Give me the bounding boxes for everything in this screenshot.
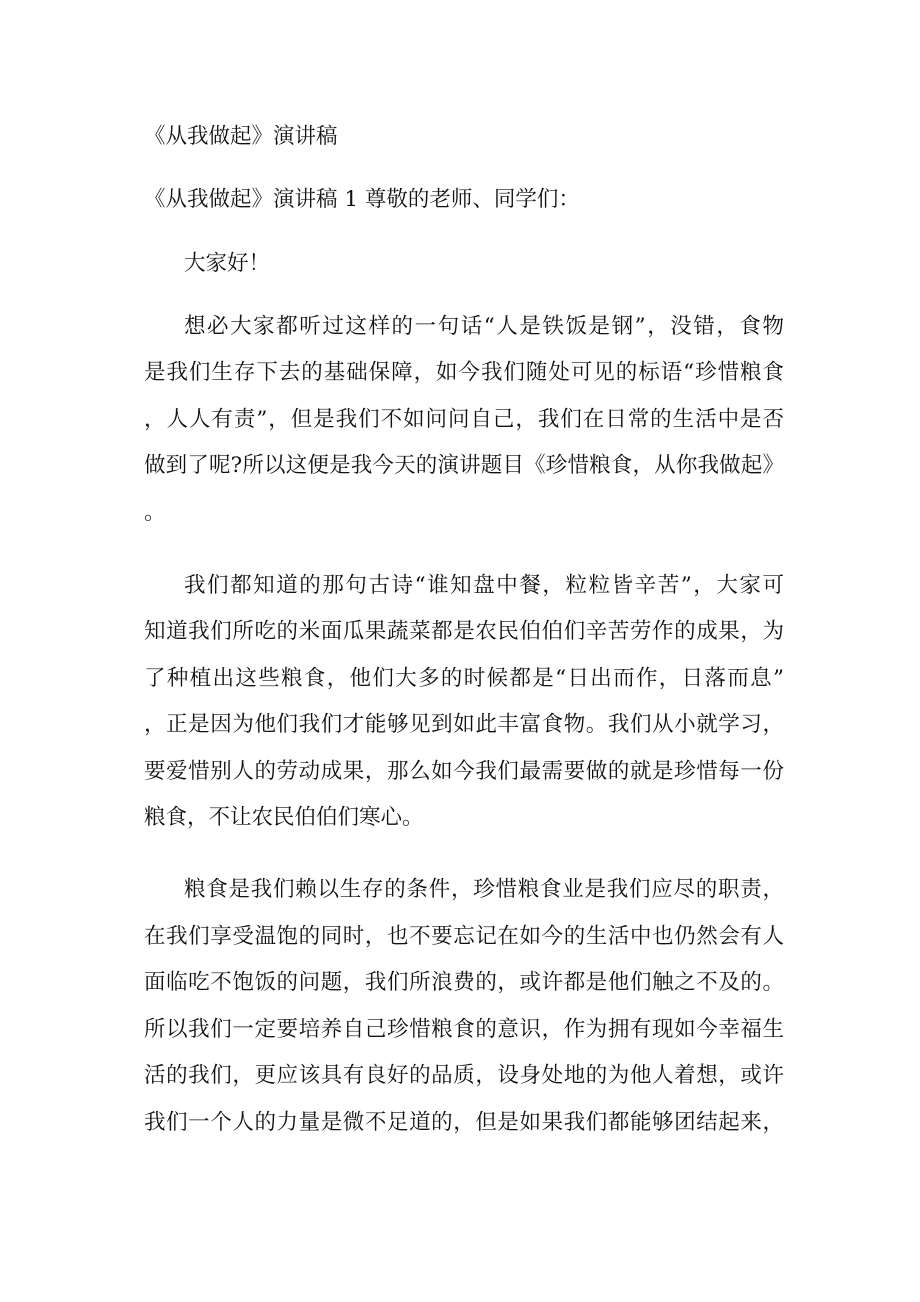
paragraph-2-line-5: 要爱惜别人的劳动成果，那么如今我们最需要做的就是珍惜每一份 bbox=[144, 759, 784, 784]
paragraph-3-line-1: 粮食是我们赖以生存的条件，珍惜粮食业是我们应尽的职责， bbox=[184, 877, 784, 902]
paragraph-2-line-2: 知道我们所吃的米面瓜果蔬菜都是农民伯伯们辛苦劳作的成果，为 bbox=[144, 619, 784, 644]
document-subtitle: 《从我做起》演讲稿 1 尊敬的老师、同学们： bbox=[144, 187, 580, 212]
paragraph-2-line-3: 了种植出这些粮食，他们大多的时候都是“日出而作，日落而息” bbox=[144, 666, 784, 691]
paragraph-3-line-4: 所以我们一定要培养自己珍惜粮食的意识，作为拥有现如今幸福生 bbox=[144, 1017, 784, 1042]
paragraph-2-line-1: 我们都知道的那句古诗“谁知盘中餐，粒粒皆辛苦”，大家可 bbox=[184, 573, 784, 598]
paragraph-3-line-5: 活的我们，更应该具有良好的品质，设身处地的为他人着想，或许 bbox=[144, 1063, 784, 1088]
document-title: 《从我做起》演讲稿 bbox=[144, 124, 338, 149]
paragraph-2-line-6: 粮食，不让农民伯伯们寒心。 bbox=[144, 805, 424, 830]
paragraph-2-line-4: ，正是因为他们我们才能够见到如此丰富食物。我们从小就学习， bbox=[144, 712, 784, 737]
paragraph-1-line-5: 。 bbox=[144, 500, 166, 525]
paragraph-1-line-1: 想必大家都听过这样的一句话“人是铁饭是钢”，没错，食物 bbox=[184, 314, 784, 339]
paragraph-3-line-2: 在我们享受温饱的同时，也不要忘记在如今的生活中也仍然会有人 bbox=[144, 924, 784, 949]
paragraph-1-line-2: 是我们生存下去的基础保障，如今我们随处可见的标语“珍惜粮食 bbox=[144, 360, 784, 385]
greeting-line: 大家好！ bbox=[184, 251, 271, 276]
paragraph-3-line-3: 面临吃不饱饭的问题，我们所浪费的，或许都是他们触之不及的。 bbox=[144, 970, 784, 995]
paragraph-1-line-3: ，人人有责”，但是我们不如问问自己，我们在日常的生活中是否 bbox=[144, 407, 784, 432]
paragraph-1-line-4: 做到了呢?所以这便是我今天的演讲题目《珍惜粮食，从你我做起》 bbox=[144, 453, 784, 478]
paragraph-3-line-6: 我们一个人的力量是微不足道的，但是如果我们都能够团结起来， bbox=[144, 1110, 784, 1135]
